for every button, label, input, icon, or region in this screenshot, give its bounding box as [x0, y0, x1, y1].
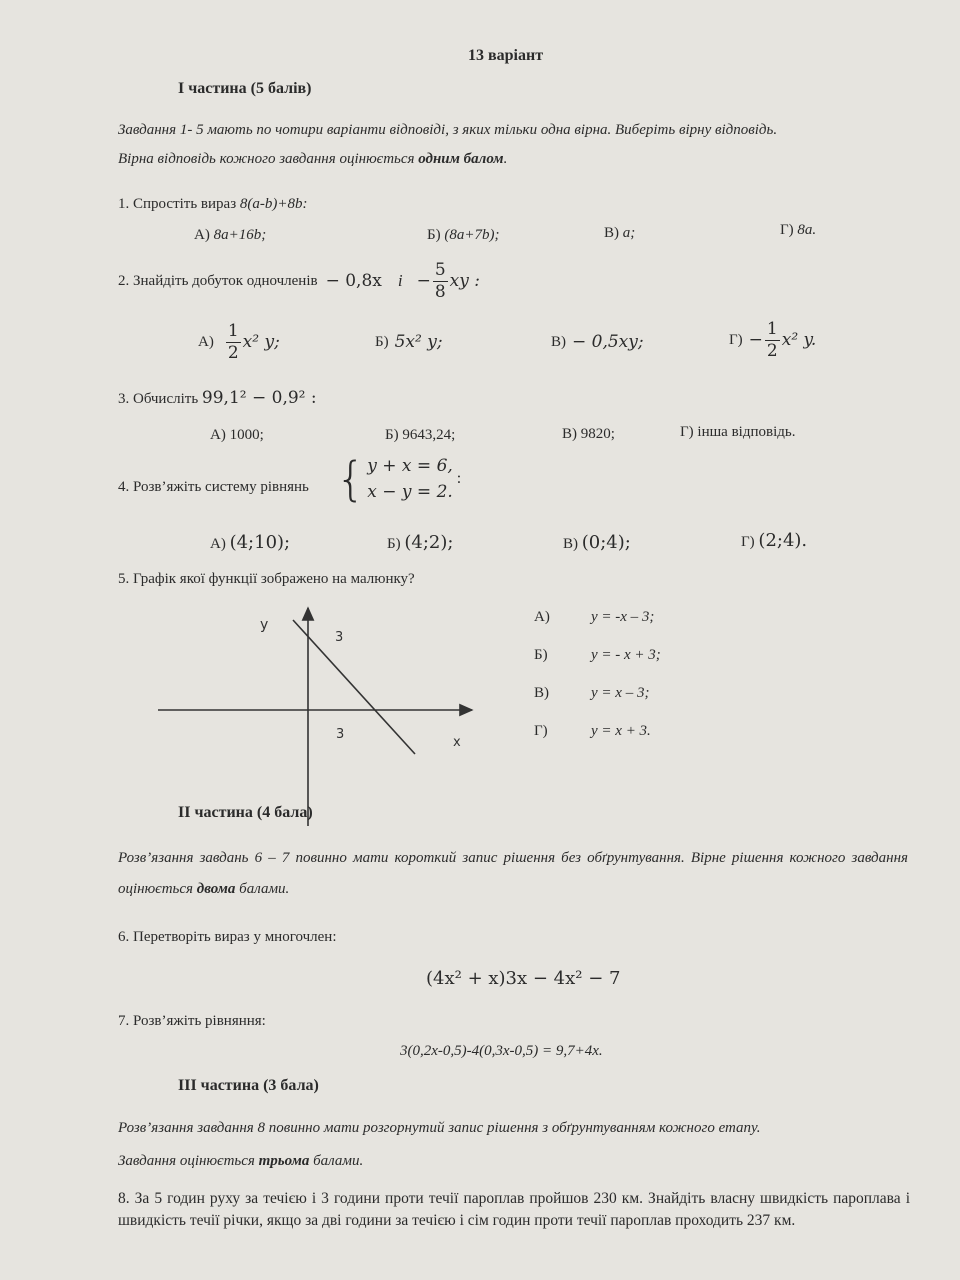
q4-equation-2: x − y = 2.	[367, 482, 453, 502]
part1-heading: І частина (5 балів)	[178, 80, 312, 97]
part3-heading: ІІІ частина (3 бала)	[178, 1077, 319, 1094]
q3-option-a: А) 1000;	[210, 427, 264, 443]
q3-option-d: Г) інша відповідь.	[680, 424, 796, 440]
brace-symbol: {	[336, 452, 366, 506]
graph-line	[293, 620, 415, 754]
y-axis-label: y	[260, 617, 269, 633]
part1-intro-line2: Вірна відповідь кожного завдання оцінюється одним балом.	[118, 151, 508, 167]
q1-option-d: Г) 8a.	[780, 222, 817, 238]
function-graph	[150, 598, 490, 828]
q5-text: 5. Графік якої функції зображено на малюнку?	[118, 571, 415, 587]
q1-text: 1. Спростіть вираз 8(a-b)+8b:	[118, 196, 308, 212]
q5-option-a-label: А)	[534, 609, 550, 625]
q2-option-a: А) $\frac{1}{2}$ x² y;	[198, 320, 280, 363]
q4-option-d: Г) (2;4).	[741, 530, 808, 551]
x-axis-label: x	[453, 735, 461, 750]
q6-text: 6. Перетворіть вираз у многочлен:	[118, 929, 337, 945]
x-intercept-label: 3	[336, 727, 345, 742]
part1-intro-line1: Завдання 1- 5 мають по чотири варіанти відповіді, з яких тільки одна вірна. Виберіть вірну відповідь.	[118, 122, 778, 138]
q2-option-c: В) − 0,5xy;	[551, 332, 644, 352]
q5-option-d-label: Г)	[534, 723, 548, 739]
q5-option-c-value: y = x – 3;	[591, 685, 650, 701]
part3-intro-line2: Завдання оцінюється трьома балами.	[118, 1153, 364, 1169]
q4-option-b: Б) (4;2);	[387, 532, 454, 553]
q4-system: { y + x = 6, x − y = 2. :	[336, 452, 462, 506]
q4-option-c: В) (0;4);	[563, 532, 631, 553]
part2-intro: Розв’язання завдань 6 – 7 повинно мати короткий запис рішення без обґрунтування. Вірне рішення кожного завдання оцінюється двома балами.	[118, 850, 908, 897]
q3-option-b: Б) 9643,24;	[385, 427, 456, 443]
q1-option-a: А) 8a+16b;	[194, 227, 267, 243]
q2-option-b: Б) 5x² y;	[375, 332, 443, 352]
q5-option-b-value: y = - x + 3;	[591, 647, 661, 663]
q5-option-a-value: y = -x – 3;	[591, 609, 655, 625]
q1-option-c: В) a;	[604, 225, 636, 241]
q3-text: 3. Обчисліть 99,1² − 0,9² :	[118, 388, 317, 408]
page-title: 13 варіант	[468, 47, 544, 64]
part3-intro-line1: Розв’язання завдання 8 повинно мати розгорнутий запис рішення з обґрунтуванням кожного етапу.	[118, 1120, 761, 1136]
y-intercept-label: 3	[335, 630, 344, 645]
q6-expression: (4x² + x)3x − 4x² − 7	[426, 968, 621, 989]
q7-expression: 3(0,2x-0,5)-4(0,3x-0,5) = 9,7+4x.	[400, 1043, 603, 1059]
q5-option-d-value: y = x + 3.	[591, 723, 651, 739]
q4-option-a: А) (4;10);	[210, 532, 291, 553]
q4-equation-1: y + x = 6,	[367, 456, 453, 476]
q5-option-c-label: В)	[534, 685, 549, 701]
q7-text: 7. Розв’яжіть рівняння:	[118, 1013, 266, 1029]
q1-option-b: Б) (8a+7b);	[427, 227, 500, 243]
q2-option-d: Г) − $\frac{1}{2}$ x² y.	[729, 318, 817, 361]
q3-option-c: В) 9820;	[562, 426, 615, 442]
q5-option-b-label: Б)	[534, 647, 548, 663]
part2-heading: ІІ частина (4 бала)	[178, 804, 313, 821]
q8-text: 8. За 5 годин руху за течією і 3 години проти течії пароплав пройшов 230 км. Знайдіть власну швидкість пароплава і швидкість течії річки, якщо за дві години за течією і сім годин проти течії пароплав проходить 237 км.	[118, 1190, 910, 1229]
q4-text: 4. Розв’яжіть систему рівнянь	[118, 479, 309, 495]
q2-text: 2. Знайдіть добуток одночленів − 0,8x і − $\frac{5}{8}$ xy :	[118, 259, 480, 302]
